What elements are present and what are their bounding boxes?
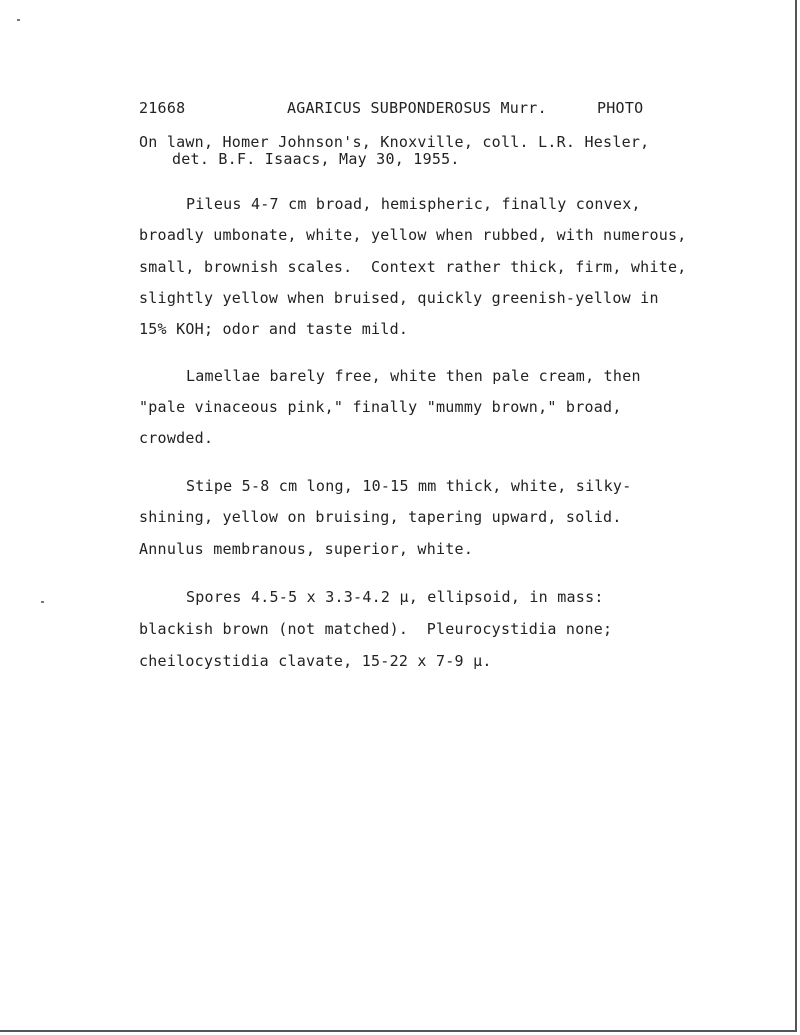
paragraph-line: Lamellae barely free, white then pale cream, then xyxy=(186,367,641,385)
paragraph-line: Spores 4.5-5 x 3.3-4.2 µ, ellipsoid, in mass: xyxy=(186,588,604,606)
species-title: AGARICUS SUBPONDEROSUS Murr. xyxy=(287,99,547,117)
photo-label: PHOTO xyxy=(597,99,644,117)
paragraph-line: Annulus membranous, superior, white. xyxy=(139,540,474,558)
paragraph-line: 15% KOH; odor and taste mild. xyxy=(139,320,409,338)
paragraph-line: slightly yellow when bruised, quickly greenish-yellow in xyxy=(139,289,659,307)
paragraph-line: cheilocystidia clavate, 15-22 x 7-9 µ. xyxy=(139,652,492,670)
paragraph-line: small, brownish scales. Context rather thick, firm, white, xyxy=(139,258,687,276)
collection-line: det. B.F. Isaacs, May 30, 1955. xyxy=(172,150,460,168)
paragraph-line: shining, yellow on bruising, tapering upward, solid. xyxy=(139,508,622,526)
paragraph-line: blackish brown (not matched). Pleurocystidia none; xyxy=(139,620,613,638)
scan-speck xyxy=(41,601,44,603)
scan-speck xyxy=(17,19,20,21)
paragraph-line: Pileus 4-7 cm broad, hemispheric, finally convex, xyxy=(186,195,641,213)
paragraph-line: crowded. xyxy=(139,429,214,447)
specimen-number: 21668 xyxy=(139,99,186,117)
paragraph-line: broadly umbonate, white, yellow when rubbed, with numerous, xyxy=(139,226,687,244)
paragraph-line: "pale vinaceous pink," finally "mummy brown," broad, xyxy=(139,398,622,416)
collection-line: On lawn, Homer Johnson's, Knoxville, coll. L.R. Hesler, xyxy=(139,133,650,151)
paragraph-line: Stipe 5-8 cm long, 10-15 mm thick, white, silky- xyxy=(186,477,632,495)
